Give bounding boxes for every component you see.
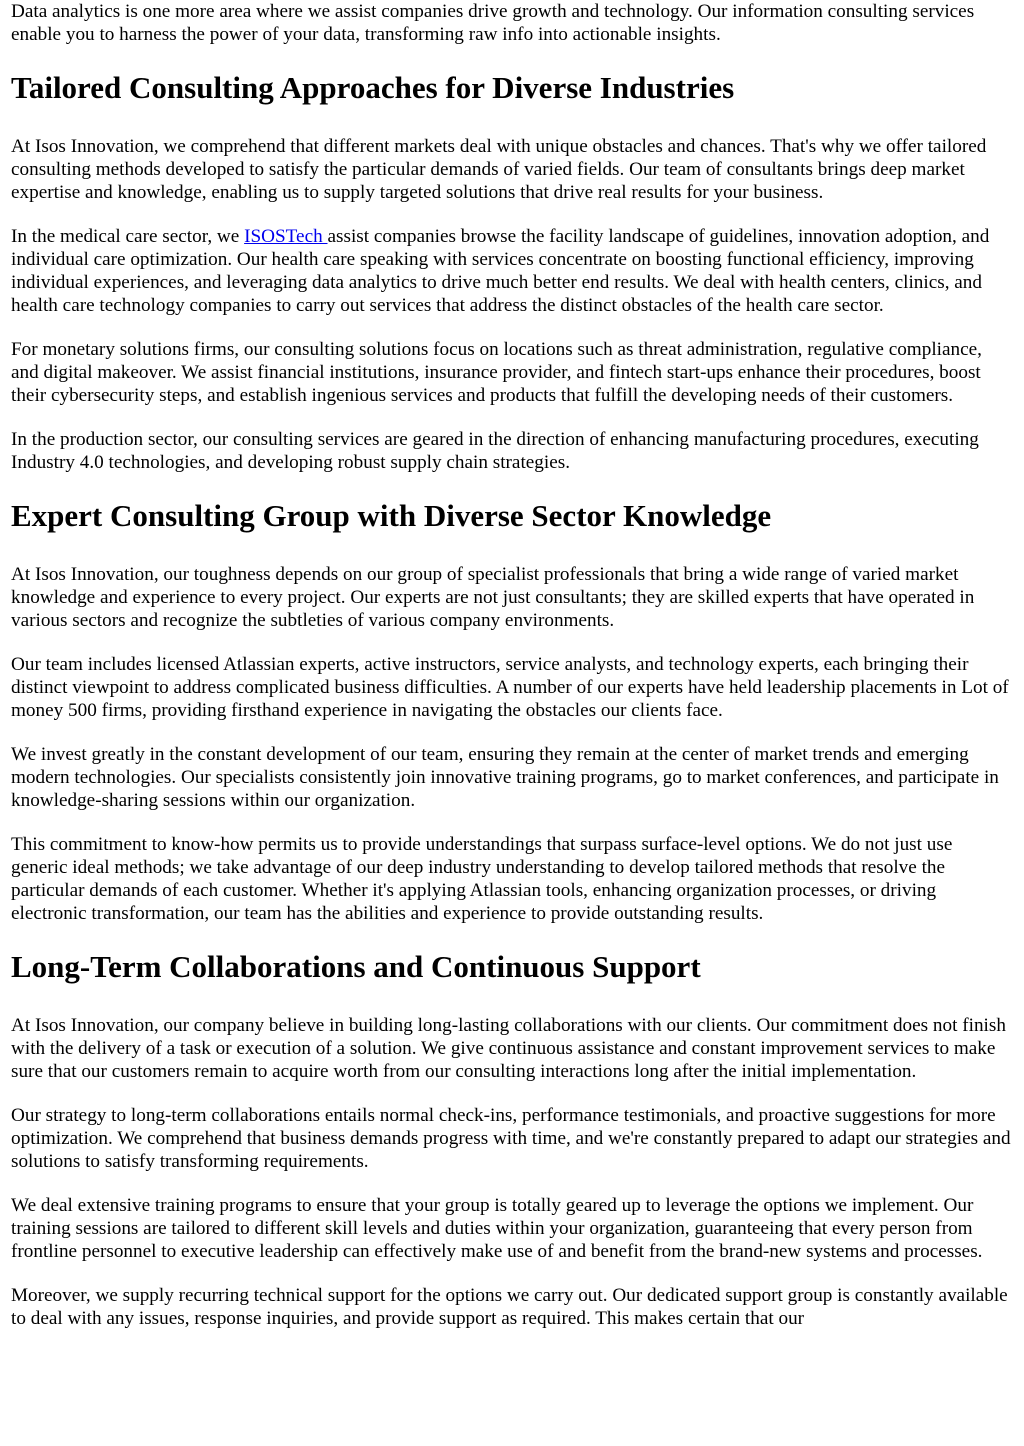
medical-care-text-before: In the medical care sector, we [11, 226, 245, 247]
medical-care-text-after: assist companies browse the facility landscape of guidelines, innovation adoption, and individual care optimization. Our health care speaking with services concentrate on boosting functional efficiency, improving individual experiences, and leveraging data analytics to drive much better end results. We deal with health centers, clinics, and health care technology companies to carry out services that address the distinct obstacles of the health care sector. [11, 226, 990, 316]
paragraph-production: In the production sector, our consulting services are geared in the direction of enhancing manufacturing procedures, executing Industry 4.0 technologies, and developing robust supply chain strategies. [11, 429, 979, 473]
paragraph-medical-care [11, 225, 1013, 317]
isostech-link[interactable]: ISOSTech [244, 226, 328, 247]
paragraph-training: We deal extensive training programs to ensure that your group is totally geared up to leverage the options we implement. Our training sessions are tailored to different skill levels and duties within your organization, guaranteeing that every person from frontline personnel to executive leadership can effectively make use of and benefit from the brand-new systems and processes. [11, 1195, 983, 1262]
paragraph-long-lasting: At Isos Innovation, our company believe in building long-lasting collaborations with our clients. Our commitment does not finish with the delivery of a task or execution of a solution. We give continuous assistance and constant improvement services to make sure that our customers remain to acquire worth from our consulting interactions long after the initial implementation. [11, 1015, 1006, 1082]
section-heading-long-term: Long-Term Collaborations and Continuous Support [11, 949, 701, 984]
paragraph-team-strength: At Isos Innovation, our toughness depends on our group of specialist professionals that bring a wide range of varied market knowledge and experience to every project. Our experts are not just consultants; they are skilled experts that have operated in various sectors and recognize the subtleties of various company environments. [11, 564, 975, 631]
paragraph-know-how: This commitment to know-how permits us to provide understandings that surpass surface-level options. We do not just use generic ideal methods; we take advantage of our deep industry understanding to develop tailored methods that resolve the particular demands of each customer. Whether it's applying Atlassian tools, enhancing organization processes, or driving electronic transformation, our team has the abilities and experience to provide outstanding results. [11, 834, 953, 924]
paragraph-financial-services: For monetary solutions firms, our consulting solutions focus on locations such as threat administration, regulative compliance, and digital makeover. We assist financial institutions, insurance provider, and fintech start-ups enhance their procedures, boost their cybersecurity steps, and establish ingenious services and products that fulfill the developing needs of their customers. [11, 339, 982, 406]
section-heading-tailored-consulting: Tailored Consulting Approaches for Diverse Industries [11, 70, 735, 105]
paragraph-technical-support: Moreover, we supply recurring technical support for the options we carry out. Our dedicated support group is constantly available to deal with any issues, response inquiries, and provide support as required. This makes certain that our [11, 1285, 1008, 1329]
paragraph-team-composition: Our team includes licensed Atlassian experts, active instructors, service analysts, and technology experts, each bringing their distinct viewpoint to address complicated business difficulties. A number of our experts have held leadership placements in Lot of money 500 firms, providing firsthand experience in navigating the obstacles our clients face. [11, 654, 1009, 721]
paragraph-team-development: We invest greatly in the constant development of our team, ensuring they remain at the center of market trends and emerging modern technologies. Our specialists consistently join innovative training programs, go to market conferences, and participate in knowledge-sharing sessions within our organization. [11, 744, 999, 811]
section-heading-expert-group: Expert Consulting Group with Diverse Sector Knowledge [11, 498, 772, 533]
paragraph-check-ins: Our strategy to long-term collaborations entails normal check-ins, performance testimonials, and proactive suggestions for more optimization. We comprehend that business demands progress with time, and we're constantly prepared to adapt our strategies and solutions to satisfy transforming requirements. [11, 1105, 1011, 1172]
intro-paragraph: Data analytics is one more area where we assist companies drive growth and technology. Our information consulting services enable you to harness the power of your data, transforming raw info into actionable insights. [11, 1, 975, 45]
paragraph-industries-intro: At Isos Innovation, we comprehend that different markets deal with unique obstacles and chances. That's why we offer tailored consulting methods developed to satisfy the particular demands of varied fields. Our team of consultants brings deep market expertise and knowledge, enabling us to supply targeted solutions that drive real results for your business. [11, 136, 987, 203]
